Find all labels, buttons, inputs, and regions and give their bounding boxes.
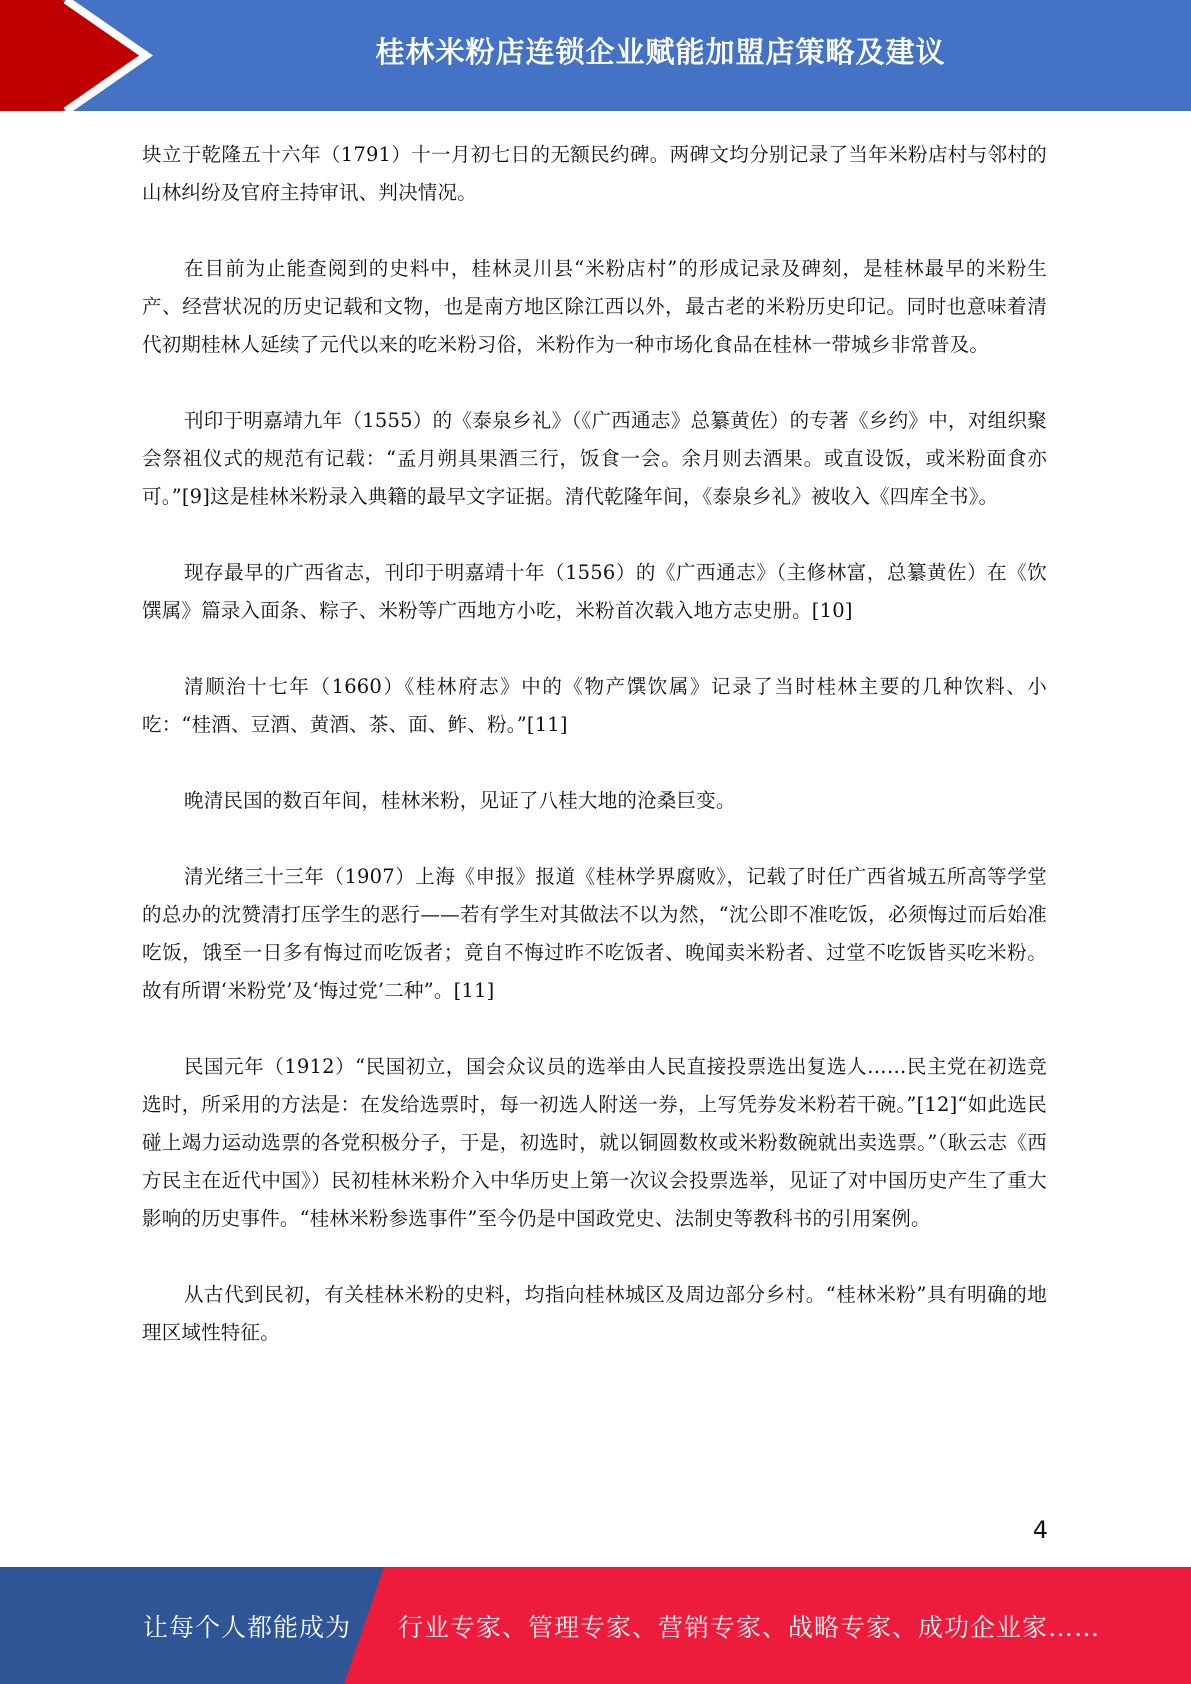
body-paragraph: 刊印于明嘉靖九年（1555）的《泰泉乡礼》（《广西通志》总纂黄佐）的专著《乡约》中，对组织聚会祭祖仪式的规范有记载：“孟月朔具果酒三行，饭食一会。余月则去酒果。或直设饭，或米粉面食亦可。”[9]这是桂林米粉录入典籍的最早文字证据。清代乾隆年间，《泰泉乡礼》被收入《四库全书》。 <box>142 409 1047 508</box>
body-paragraph: 清顺治十七年（1660）《桂林府志》中的《物产馔饮属》记录了当时桂林主要的几种饮料、小吃：“桂酒、豆酒、黄酒、茶、面、鲊、粉。”[11] <box>142 675 1047 736</box>
body-paragraph: 晚清民国的数百年间，桂林米粉，见证了八桂大地的沧桑巨变。 <box>184 789 736 812</box>
page-footer <box>0 1567 1191 1684</box>
body-paragraph: 现存最早的广西省志，刊印于明嘉靖十年（1556）的《广西通志》（主修林富，总纂黄佐）在《饮馔属》篇录入面条、粽子、米粉等广西地方小吃，米粉首次载入地方志史册。[10] <box>142 561 1047 622</box>
chevron-arrow-icon <box>0 0 160 111</box>
body-paragraph: 从古代到民初，有关桂林米粉的史料，均指向桂林城区及周边部分乡村。“桂林米粉”具有明确的地理区域性特征。 <box>142 1283 1047 1344</box>
body-paragraph: 块立于乾隆五十六年（1791）十一月初七日的无额民约碑。两碑文均分别记录了当年米粉店村与邻村的山林纠纷及官府主持审讯、判决情况。 <box>142 143 1047 204</box>
page-header <box>0 0 1191 111</box>
body-paragraph: 清光绪三十三年（1907）上海《申报》报道《桂林学界腐败》，记载了时任广西省城五所高等学堂的总办的沈赞清打压学生的恶行——若有学生对其做法不以为然，“沈公即不准吃饭，必须悔过而后始准吃饭，饿至一日多有悔过而吃饭者；竟自不悔过昨不吃饭者、晚闻卖米粉者、过堂不吃饭皆买吃米粉。故有所谓‘米粉党’及‘悔过党’二种”。[11] <box>142 865 1047 1002</box>
footer-slogan-left: 让每个人都能成为 <box>143 1612 352 1642</box>
document-title: 桂林米粉店连锁企业赋能加盟店策略及建议 <box>375 34 946 69</box>
body-paragraph: 民国元年（1912）“民国初立，国会众议员的选举由人民直接投票选出复选人……民主党在初选竞选时，所采用的方法是：在发给选票时，每一初选人附送一券，上写凭券发米粉若干碗。”[12]“如此选民碰上竭力运动选票的各党积极分子，于是，初选时，就以铜圆数枚或米粉数碗就出卖选票。”（耿云志《西方民主在近代中国》）民初桂林米粉介入中华历史上第一次议会投票选举，见证了对中国历史产生了重大影响的历史事件。“桂林米粉参选事件”至今仍是中国政党史、法制史等教科书的引用案例。 <box>142 1055 1047 1230</box>
article-body <box>142 136 1047 1390</box>
footer-slogan-right: 行业专家、管理专家、营销专家、战略专家、成功企业家…… <box>398 1612 1101 1642</box>
page-number: 4 <box>1032 1516 1048 1544</box>
body-paragraph: 在目前为止能查阅到的史料中，桂林灵川县“米粉店村”的形成记录及碑刻，是桂林最早的米粉生产、经营状况的历史记载和文物，也是南方地区除江西以外，最古老的米粉历史印记。同时也意味着清代初期桂林人延续了元代以来的吃米粉习俗，米粉作为一种市场化食品在桂林一带城乡非常普及。 <box>142 257 1047 356</box>
